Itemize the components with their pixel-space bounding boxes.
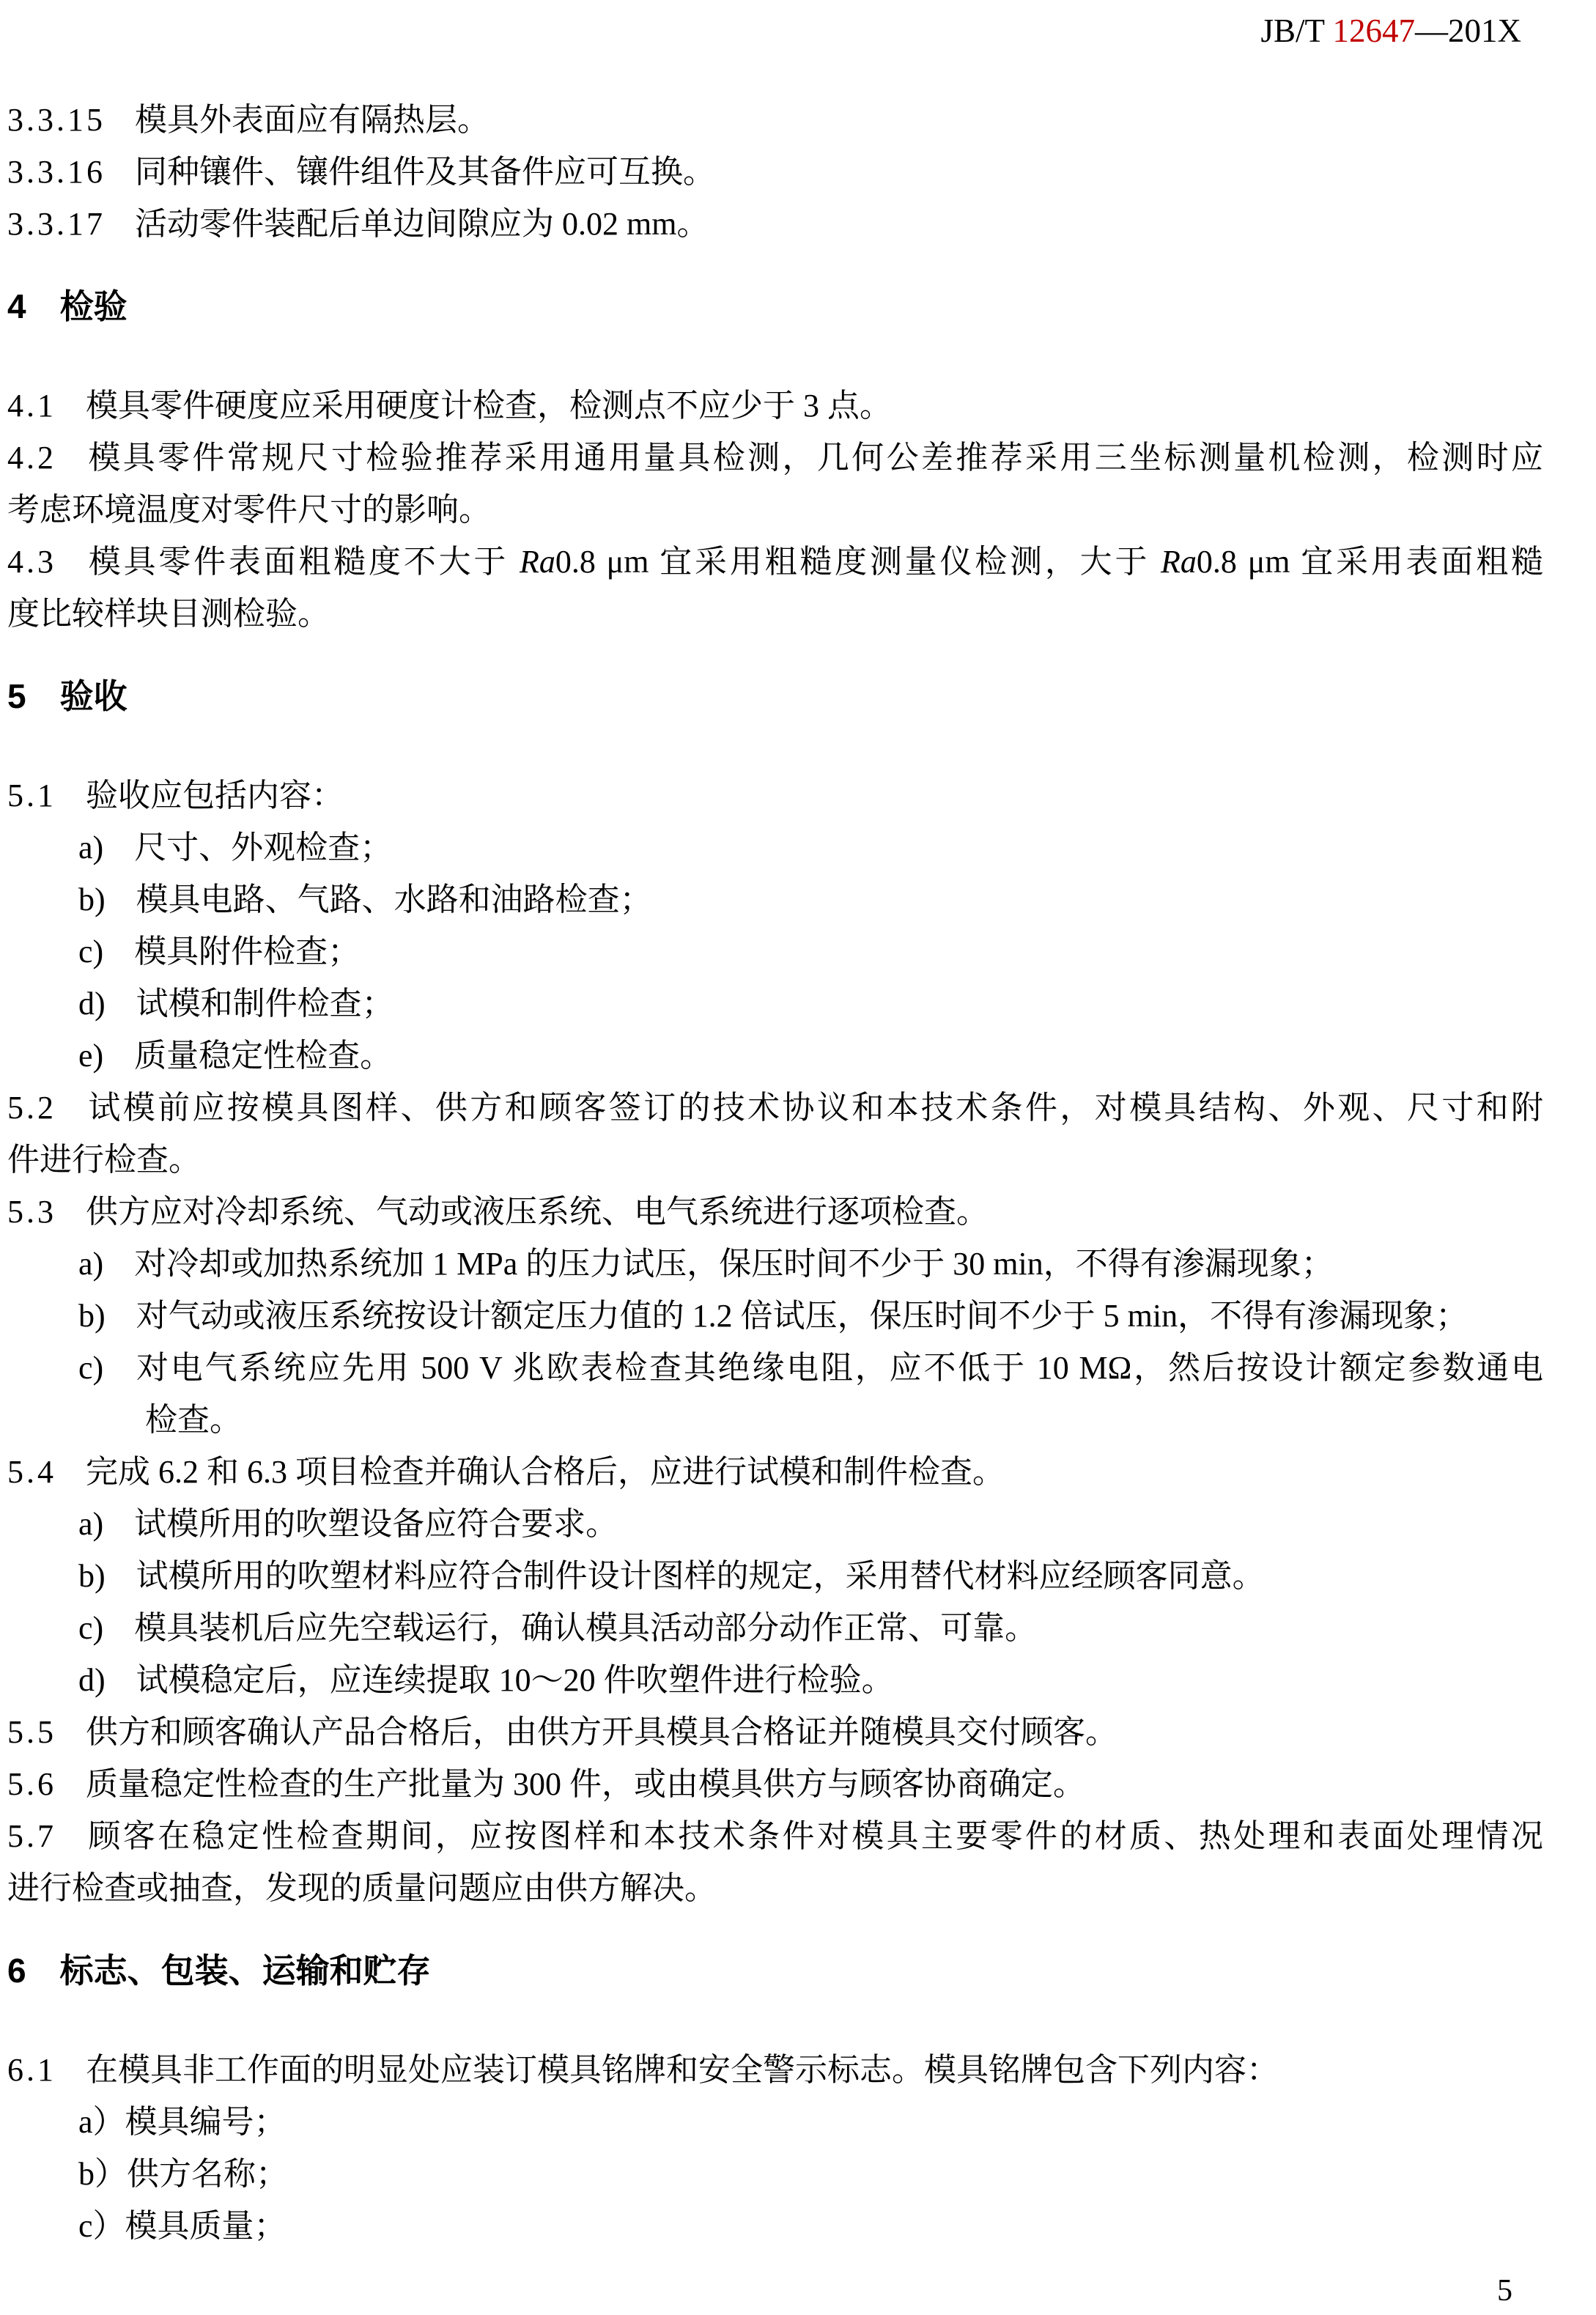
list-marker: a) xyxy=(78,1246,104,1282)
list-marker: b） xyxy=(78,2156,127,2192)
list-item-6-1-a xyxy=(7,2096,1543,2148)
list-text: 对气动或液压系统按设计额定压力值的 1.2 倍试压，保压时间不少于 5 min，不得有渗漏现象； xyxy=(136,1298,1468,1334)
list-item-5-1-c xyxy=(7,926,1543,978)
clause-line: 考虑环境温度对零件尺寸的影响。 xyxy=(7,492,491,528)
list-item-5-1-b xyxy=(7,874,1543,926)
clause-text: 验收应包括内容： xyxy=(86,778,344,813)
clause-text: 同种镶件、镶件组件及其备件应可互换。 xyxy=(135,154,715,190)
clause-text: 0.8 μm 宜采用表面粗糙 xyxy=(1196,544,1543,580)
section-heading-5 xyxy=(7,671,1543,723)
list-text: 试模所用的吹塑设备应符合要求。 xyxy=(134,1506,618,1542)
clause-text: 顾客在稳定性检查期间，应按图样和本技术条件对模具主要零件的材质、热处理和表面处理情况 xyxy=(86,1818,1543,1854)
clause-number: 5.6 xyxy=(7,1766,56,1802)
standard-code xyxy=(1261,10,1521,51)
list-text: 对冷却或加热系统加 1 MPa 的压力试压，保压时间不少于 30 min，不得有渗漏现象； xyxy=(134,1246,1334,1282)
clause-5-6 xyxy=(7,1758,1543,1810)
clause-3-3-15 xyxy=(7,94,1543,146)
clause-4-2 xyxy=(7,432,1543,536)
clause-line xyxy=(7,432,1543,484)
list-text: 试模和制件检查； xyxy=(136,986,394,1022)
clause-number: 4.3 xyxy=(7,544,56,580)
symbol-ra: Ra xyxy=(1161,544,1197,580)
clause-number: 5.7 xyxy=(7,1818,56,1854)
clause-number: 3.3.15 xyxy=(7,102,106,138)
list-item-5-1-d xyxy=(7,978,1543,1030)
list-text: 对电气系统应先用 500 V 兆欧表检查其绝缘电阻，应不低于 10 MΩ，然后按设计额定参数通电 xyxy=(134,1350,1543,1386)
standard-code-suffix: —201X xyxy=(1415,12,1521,49)
list-text: 模具附件检查； xyxy=(134,934,361,970)
clause-5-3 xyxy=(7,1186,1543,1238)
clause-text: 模具零件表面粗糙度不大于 xyxy=(86,544,520,580)
list-marker: c) xyxy=(78,1350,104,1386)
list-text: 模具电路、气路、水路和油路检查； xyxy=(136,882,652,917)
list-marker: c) xyxy=(78,934,104,970)
list-item-5-4-c xyxy=(7,1602,1543,1654)
list-marker: b) xyxy=(78,882,106,917)
list-line xyxy=(78,1342,1543,1394)
clause-number: 5.3 xyxy=(7,1194,56,1230)
clause-number: 3.3.17 xyxy=(7,206,106,242)
section-title: 验收 xyxy=(59,677,128,715)
list-marker: c) xyxy=(78,1610,104,1646)
clause-5-7 xyxy=(7,1810,1543,1914)
list-marker: e) xyxy=(78,1038,104,1074)
clause-text: 供方和顾客确认产品合格后，由供方开具模具合格证并随模具交付顾客。 xyxy=(86,1714,1117,1750)
section-number: 4 xyxy=(7,287,26,325)
clause-line: 进行检查或抽查，发现的质量问题应由供方解决。 xyxy=(7,1870,717,1906)
list-text: 模具质量； xyxy=(125,2208,287,2244)
clause-text: 0.8 μm 宜采用粗糙度测量仪检测，大于 xyxy=(555,544,1161,580)
section-heading-4 xyxy=(7,281,1543,333)
list-marker: b) xyxy=(78,1558,106,1594)
list-marker: a) xyxy=(78,830,104,865)
list-text: 供方名称； xyxy=(127,2156,288,2192)
clause-text: 模具外表面应有隔热层。 xyxy=(135,102,489,138)
clause-text: 完成 6.2 和 6.3 项目检查并确认合格后，应进行试模和制件检查。 xyxy=(86,1454,1005,1490)
list-text: 试模所用的吹塑材料应符合制件设计图样的规定，采用替代材料应经顾客同意。 xyxy=(136,1558,1265,1594)
section-title: 标志、包装、运输和贮存 xyxy=(59,1952,431,1990)
clause-line xyxy=(7,1810,1543,1862)
list-item-6-1-b xyxy=(7,2148,1543,2200)
list-item-5-3-c xyxy=(7,1342,1543,1446)
clause-line xyxy=(7,1082,1543,1134)
list-item-5-3-a xyxy=(7,1238,1543,1290)
clause-line: 件进行检查。 xyxy=(7,1142,201,1178)
clause-text: 供方应对冷却系统、气动或液压系统、电气系统进行逐项检查。 xyxy=(86,1194,989,1230)
document-body xyxy=(7,94,1543,2252)
clause-number: 5.5 xyxy=(7,1714,56,1750)
clause-line xyxy=(7,536,1543,588)
list-marker: a） xyxy=(78,2104,125,2140)
clause-number: 3.3.16 xyxy=(7,154,106,190)
clause-text: 试模前应按模具图样、供方和顾客签订的技术协议和本技术条件，对模具结构、外观、尺寸和附 xyxy=(86,1090,1543,1126)
standard-code-number: 12647 xyxy=(1332,12,1415,49)
clause-text: 在模具非工作面的明显处应装订模具铭牌和安全警示标志。模具铭牌包含下列内容： xyxy=(86,2052,1279,2088)
list-text: 试模稳定后，应连续提取 10～20 件吹塑件进行检验。 xyxy=(136,1662,894,1698)
symbol-ra: Ra xyxy=(519,544,555,580)
section-number: 6 xyxy=(7,1952,26,1990)
clause-4-3 xyxy=(7,536,1543,640)
section-title: 检验 xyxy=(59,287,128,325)
list-line: 检查。 xyxy=(145,1402,242,1438)
clause-3-3-17 xyxy=(7,198,1543,250)
clause-number: 5.4 xyxy=(7,1454,56,1490)
list-item-5-4-b xyxy=(7,1550,1543,1602)
clause-4-1 xyxy=(7,380,1543,432)
list-text: 尺寸、外观检查； xyxy=(134,830,393,865)
list-text: 模具装机后应先空载运行，确认模具活动部分动作正常、可靠。 xyxy=(134,1610,1038,1646)
page-number: 5 xyxy=(1497,2274,1512,2308)
list-text: 模具编号； xyxy=(125,2104,287,2140)
clause-number: 5.1 xyxy=(7,778,56,813)
clause-text: 活动零件装配后单边间隙应为 0.02 mm。 xyxy=(135,206,709,242)
list-item-5-1-e xyxy=(7,1030,1543,1082)
clause-line: 度比较样块目测检验。 xyxy=(7,596,330,632)
section-heading-6 xyxy=(7,1945,1543,1997)
clause-5-1 xyxy=(7,769,1543,821)
list-item-5-4-d xyxy=(7,1654,1543,1706)
clause-number: 4.2 xyxy=(7,440,56,476)
list-item-5-1-a xyxy=(7,821,1543,874)
standard-code-prefix: JB/T xyxy=(1260,12,1333,49)
list-marker: d) xyxy=(78,986,106,1022)
clause-number: 5.2 xyxy=(7,1090,56,1126)
clause-5-5 xyxy=(7,1706,1543,1758)
clause-number: 4.1 xyxy=(7,388,56,424)
clause-text: 模具零件硬度应采用硬度计检查，检测点不应少于 3 点。 xyxy=(86,388,892,424)
list-marker: c） xyxy=(78,2208,125,2244)
list-marker: d) xyxy=(78,1662,106,1698)
clause-number: 6.1 xyxy=(7,2052,56,2088)
list-item-5-4-a xyxy=(7,1498,1543,1550)
clause-5-2 xyxy=(7,1082,1543,1186)
clause-5-4 xyxy=(7,1446,1543,1498)
list-item-6-1-c xyxy=(7,2200,1543,2252)
clause-text: 模具零件常规尺寸检验推荐采用通用量具检测，几何公差推荐采用三坐标测量机检测，检测时应 xyxy=(86,440,1543,476)
clause-6-1 xyxy=(7,2044,1543,2096)
clause-3-3-16 xyxy=(7,146,1543,198)
list-marker: b) xyxy=(78,1298,106,1334)
section-number: 5 xyxy=(7,677,26,715)
clause-text: 质量稳定性检查的生产批量为 300 件，或由模具供方与顾客协商确定。 xyxy=(86,1766,1085,1802)
list-text: 质量稳定性检查。 xyxy=(134,1038,393,1074)
list-marker: a) xyxy=(78,1506,104,1542)
list-item-5-3-b xyxy=(7,1290,1543,1342)
